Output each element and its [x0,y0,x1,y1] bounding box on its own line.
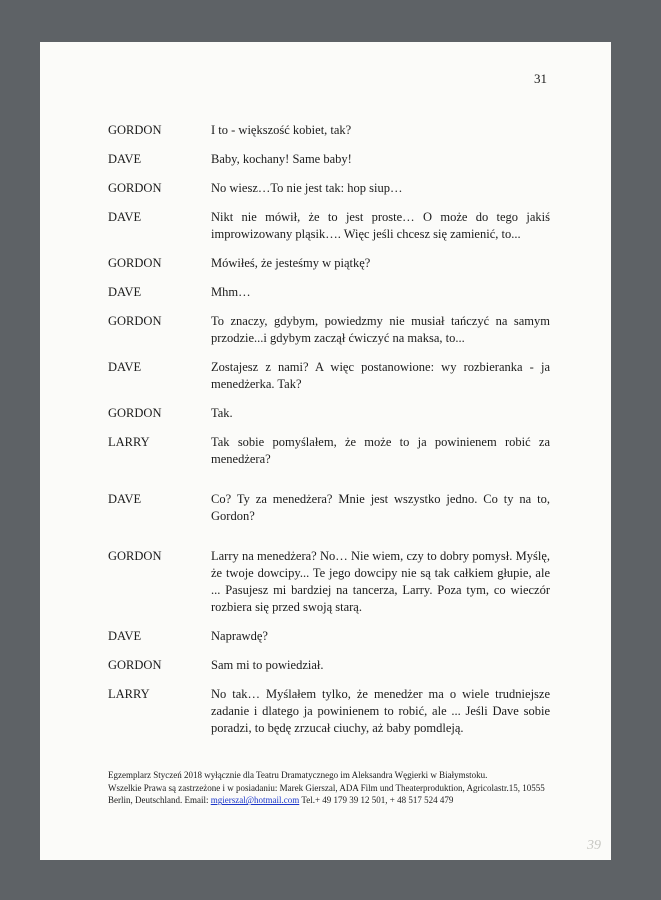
page-number: 31 [534,71,547,86]
footer-text: Tel.+ 49 179 39 12 501, + 48 517 524 479 [299,795,454,806]
speaker-name: DAVE [108,492,142,506]
dialogue-line: Tak sobie pomyślałem, że może to ja powinienem robić za menedżera? [211,435,550,466]
dialogue-line: Larry na menedżera? No… Nie wiem, czy to dobry pomysł. Myślę, że twoje dowcipy... Te jego dowcipy nie są tak całkiem głupie, ale ... Pasujesz mi bardziej na tancerza, Larry. Poza tym, co wieczór rozbiera się przed swoją starą. [211,549,550,614]
dialogue-row [108,628,550,645]
dialogue-row [108,180,550,197]
speaker-name: GORDON [108,123,162,137]
footer-line: Wszelkie Prawa są zastrzeżone i w posiadaniu: Marek Gierszal, ADA Film und Theaterproduktion, Agricolastr.15, 10555 [108,782,545,793]
dialogue-row [108,434,550,468]
speaker-name: GORDON [108,314,162,328]
dialogue-row [108,686,550,737]
dialogue-list [108,122,550,737]
copyright-footer [108,769,548,807]
footer-line: Egzemplarz Styczeń 2018 wyłącznie dla Teatru Dramatycznego im Aleksandra Węgierki w Białymstoku. [108,770,488,780]
speaker-name: DAVE [108,629,142,643]
dialogue-row [108,284,550,301]
speaker-name: DAVE [108,360,142,374]
dialogue-line: I to - większość kobiet, tak? [211,123,352,137]
archive-page-mark: 39 [587,838,601,853]
dialogue-line: No tak… Myślałem tylko, że menedżer ma o wiele trudniejsze zadanie i dlatego ja powinienem to robić, ale ... Jeśli Dave sobie poradzi, to będę zrzucał ciuchy, aż baby pomdleją. [211,687,550,735]
dialogue-line: Naprawdę? [211,629,268,643]
dialogue-line: Zostajesz z nami? A więc postanowione: wy rozbieranka - ja menedżerka. Tak? [211,360,550,391]
footer-text: Berlin, Deutschland. Email: [108,795,211,806]
speaker-name: DAVE [108,152,142,166]
dialogue-row [108,151,550,168]
dialogue-row [108,122,550,139]
dialogue-row [108,491,550,525]
dialogue-row [108,548,550,616]
dialogue-row [108,359,550,393]
speaker-name: DAVE [108,285,142,299]
speaker-name: GORDON [108,181,162,195]
dialogue-row [108,405,550,422]
dialogue-line: Nikt nie mówił, że to jest proste… O może do tego jakiś improwizowany pląsik…. Więc jeśli chcesz się zamienić, to... [211,210,550,241]
dialogue-line: Sam mi to powiedział. [211,658,324,672]
dialogue-row [108,209,550,243]
dialogue-line: No wiesz…To nie jest tak: hop siup… [211,181,403,195]
dialogue-row [108,255,550,272]
dialogue-line: Mówiłeś, że jesteśmy w piątkę? [211,256,371,270]
dialogue-row [108,657,550,674]
dialogue-line: To znaczy, gdybym, powiedzmy nie musiał tańczyć na samym przodzie...i gdybym zaczął ćwiczyć na maksa, to... [211,314,550,345]
speaker-name: LARRY [108,687,150,701]
speaker-name: GORDON [108,256,162,270]
dialogue-line: Mhm… [211,285,251,299]
dialogue-line: Tak. [211,406,233,420]
dialogue-line: Baby, kochany! Same baby! [211,152,352,166]
footer-line [108,794,548,807]
speaker-name: GORDON [108,406,162,420]
speaker-name: DAVE [108,210,142,224]
document-page [40,42,611,860]
speaker-name: GORDON [108,658,162,672]
dialogue-row [108,313,550,347]
speaker-name: GORDON [108,549,162,563]
dialogue-line: Co? Ty za menedżera? Mnie jest wszystko jedno. Co ty na to, Gordon? [211,492,550,523]
email-link[interactable]: mgierszal@hotmail.com [210,795,300,806]
speaker-name: LARRY [108,435,150,449]
